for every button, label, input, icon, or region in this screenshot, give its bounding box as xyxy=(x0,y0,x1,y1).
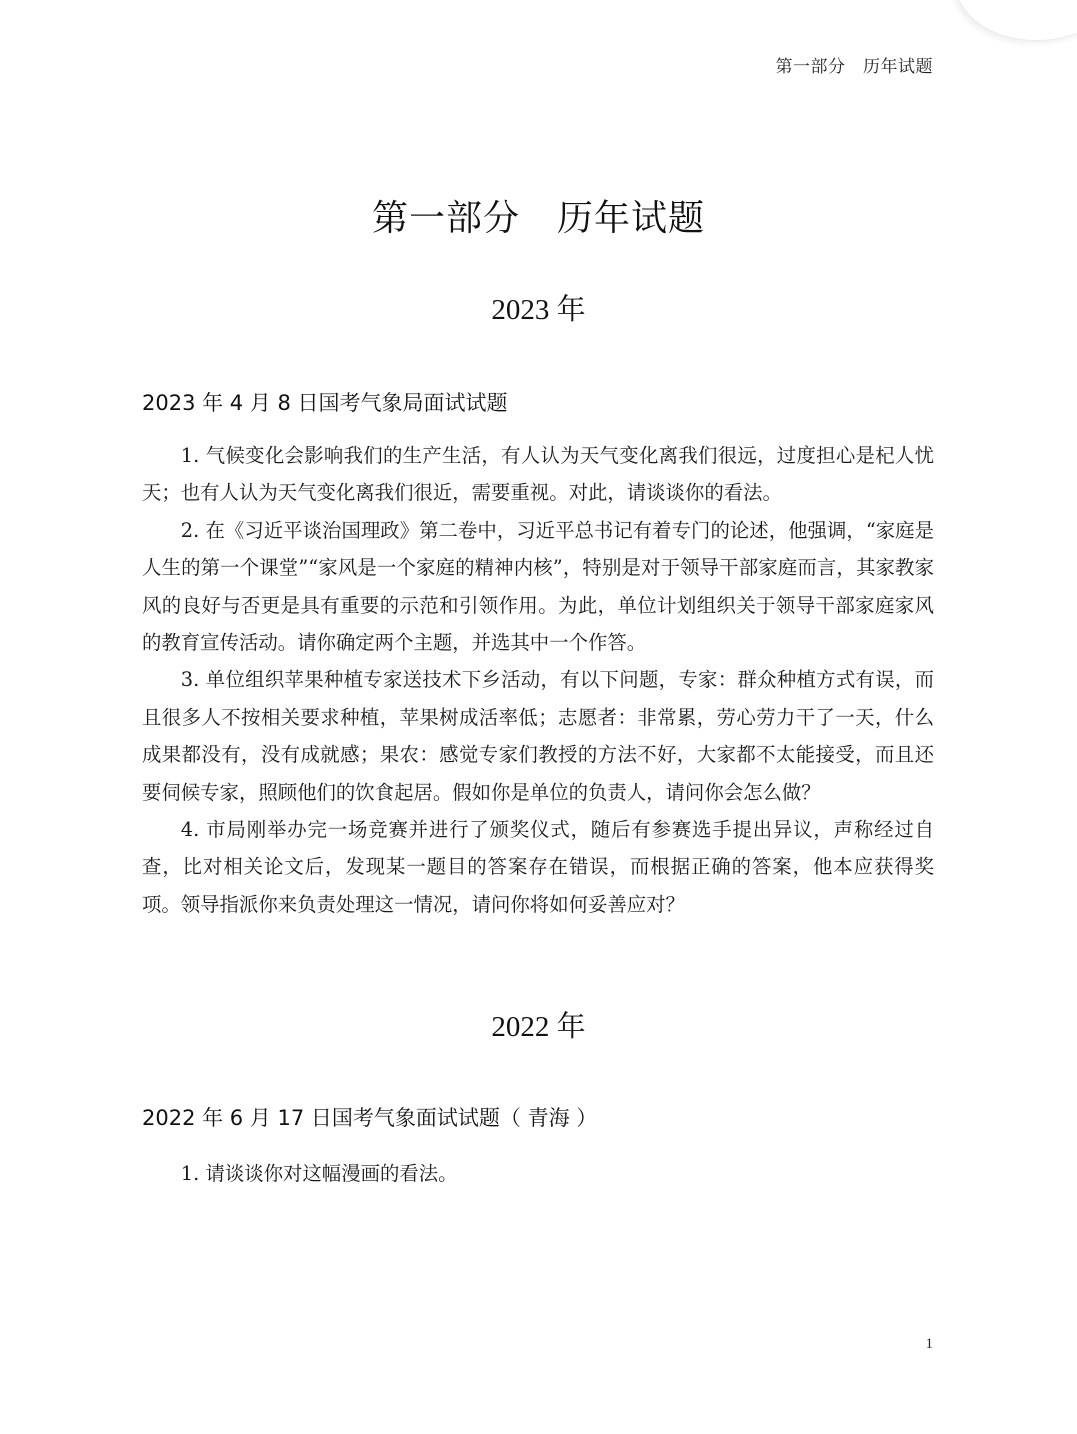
exam-title-2022: 2022 年 6 月 17 日国考气象面试试题（ 青海 ） xyxy=(142,1106,598,1130)
exam-title-2023: 2023 年 4 月 8 日国考气象局面试试题 xyxy=(142,391,508,415)
question-item: 4. 市局刚举办完一场竞赛并进行了颁奖仪式，随后有参赛选手提出异议，声称经过自查，比对相关论文后，发现某一题目的答案存在错误，而根据正确的答案，他本应获得奖项。领导指派你来负责处理这一情况，请问你将如何妥善应对？ xyxy=(142,818,934,916)
page-title: 第一部分 历年试题 xyxy=(371,198,705,239)
page-curl-decoration xyxy=(956,0,1077,41)
page-number: 1 xyxy=(925,1336,933,1352)
question-list-2022 xyxy=(142,1155,934,1192)
year-heading-2023: 2023 年 xyxy=(491,294,586,326)
question-item: 1. 请谈谈你对这幅漫画的看法。 xyxy=(180,1162,458,1185)
year-heading-2022: 2022 年 xyxy=(491,1011,586,1043)
question-item: 1. 气候变化会影响我们的生产生活，有人认为天气变化离我们很远，过度担心是杞人忧天；也有人认为天气变化离我们很近，需要重视。对此，请谈谈你的看法。 xyxy=(142,444,934,505)
running-header: 第一部分 历年试题 xyxy=(775,57,933,77)
question-list-2023 xyxy=(142,437,934,923)
question-item: 2. 在《习近平谈治国理政》第二卷中，习近平总书记有着专门的论述，他强调，“家庭是人生的第一个课堂”“家风是一个家庭的精神内核”，特别是对于领导干部家庭而言，其家教家风的良好与否更是具有重要的示范和引领作用。为此，单位计划组织关于领导干部家庭家风的教育宣传活动。请你确定两个主题，并选其中一个作答。 xyxy=(142,518,934,655)
question-item: 3. 单位组织苹果种植专家送技术下乡活动，有以下问题，专家：群众种植方式有误，而且很多人不按相关要求种植，苹果树成活率低；志愿者：非常累，劳心劳力干了一天，什么成果都没有，没有成就感；果农：感觉专家们教授的方法不好，大家都不太能接受，而且还要伺候专家，照顾他们的饮食起居。假如你是单位的负责人，请问你会怎么做？ xyxy=(142,668,934,804)
